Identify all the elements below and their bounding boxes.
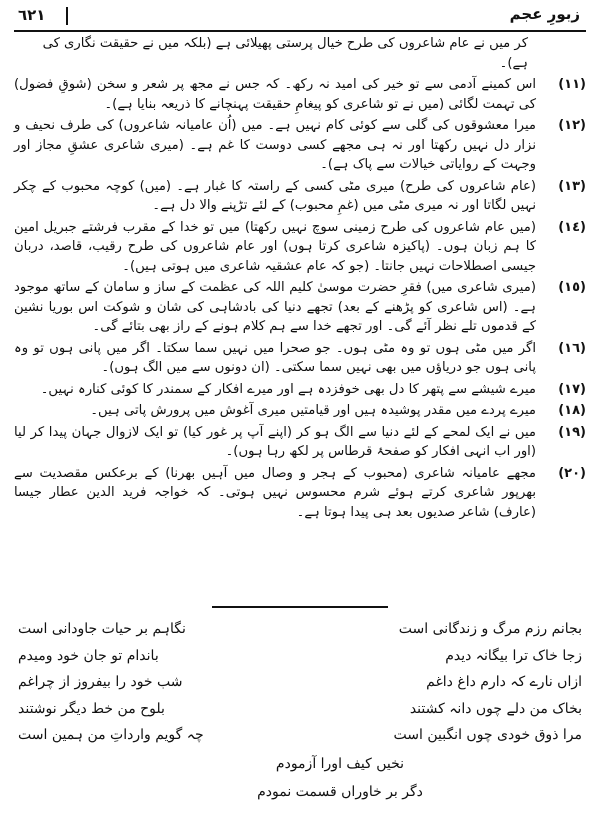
couplet-second-hemistich: شب خود را بیفروز از چراغم [18,674,183,690]
poem-closing-line: نخیں کیف اورا آزمودم [275,755,405,772]
note-17 [14,380,586,400]
note-text: (عام شاعروں کی طرح) میری مٹی کسی کے راستہ کا غبار ہے۔ (میں) کوچہ محبوب کے چکر نہیں لگاتا اور نہ میری مٹی میں (غمِ محبوب) کے لئے تڑپنے والا دل ہے۔ [14,178,536,213]
note-number: (١٢) [558,118,586,133]
poem-couplet [18,722,582,749]
couplet-second-hemistich: بلوح من خط دیگر نوشتند [18,700,165,717]
book-title: زبورِ عجم [509,5,580,23]
note-number: (١١) [558,77,586,92]
couplet-first-hemistich: بخاک من دلے چوں دانہ کشتند [409,700,582,717]
note-text: میں نے ایک لمحے کے لئے دنیا سے الگ ہو کر (اپنے آپ پر غور کیا) تو ایک لازوال جہان پیدا کر لیا (اور اب انہی افکار کو صفحۂ قرطاس پر لکھ رہا ہوں)۔ [14,424,536,459]
note-text: اگر میں مٹی ہوں تو وہ مٹی ہوں۔ جو صحرا میں نہیں سما سکتا۔ اگر میں پانی ہوں تو وہ پانی ہوں جو دریاؤں میں بھی نہیں سما سکتی۔ (ان دونوں سے میں الگ ہوں)۔ [14,340,536,375]
couplet-first-hemistich: مرا ذوق خودی چوں انگبین است [393,727,582,743]
poem-couplet [18,643,582,670]
notes-body [14,34,586,524]
note-number: (١٣) [558,178,586,194]
note-text: میرے پردے میں مقدر پوشیدہ ہیں اور قیامتیں میری آغوش میں پرورش پاتی ہیں۔ [90,403,536,418]
note-number: (١٨) [558,403,586,418]
poem-couplet [18,696,582,723]
note-text: میرا معشوقوں کی گلی سے کوئی کام نہیں ہے۔ میں (اُن عامیانہ شاعروں) کی طرف نحیف و نزار دل نہیں رکھتا اور نہ ہی مجھے کسی دوست کا غم ہے۔ (میری شاعری عشقِ مجاز اور وجہت کے روایاتی خیالات سے پاک ہے)۔ [14,118,536,172]
note-18 [14,401,586,421]
note-number: (١٩) [558,424,586,440]
intro-text: کر میں نے عام شاعروں کی طرح خیال پرستی پھیلائی ہے (بلکہ میں نے حقیقت نگاری کی ہے)۔ [42,36,528,71]
note-11 [14,75,586,114]
poem-closing-line: دگر بر خاوراں قسمت نمودم [257,784,423,800]
note-16 [14,339,586,378]
note-text: میرے شیشے سے پتھر کا دل بھی خوفزدہ ہے اور میرے افکار کے سمندر کا کوئی کنارہ نہیں۔ [40,381,536,397]
section-divider [212,606,388,608]
poem-couplet [18,669,582,696]
couplet-second-hemistich: باندام تو جان خود ومیدم [18,647,159,664]
couplet-first-hemistich: زجا خاک ترا بیگانہ دیدم [445,647,582,664]
header-separator [66,7,68,25]
note-number: (١٥) [558,280,586,295]
note-text: اس کمینے آدمی سے تو خیر کی امید نہ رکھ۔ کہ جس نے مجھ پر شعر و سخن (شوقِ فضول) کی تہمت لگائی (میں نے تو شاعری کو پیغامِ حقیقت پہنچانے کا ذریعہ بنایا ہے)۔ [14,77,536,112]
note-text: مجھے عامیانہ شاعری (محبوب کے ہجر و وصال میں آہیں بھرنا) کے برعکس مقصدیت سے بھرپور شاعری کرتے ہوئے شرم محسوس نہیں ہوتی۔ کہ خواجہ فرید الدین عطار جیسا (عارف) شاعر صدیوں بعد ہی پیدا ہوتا ہے۔ [14,465,536,520]
poem-couplet [18,616,582,643]
persian-poem [18,616,582,806]
couplet-second-hemistich: چہ گویم وارداتِ من ہمین است [18,727,204,743]
note-number: (١٤) [558,219,586,235]
couplet-first-hemistich: بجانم رزم مرگ و زندگانی است [398,621,582,637]
note-19 [14,423,586,462]
note-number: (١٧) [558,381,586,397]
note-text: (میری شاعری میں) فقرِ حضرت موسیٰ کلیم اللہ کی عظمت کے ساز و سامان کے ساتھ موجود ہے۔ (اس شاعری کو پڑھنے کے بعد) تجھے دنیا کی بادشاہی کی شان و شوکت اس بوریا نشین کے قدموں تلے نظر آئے گی۔ اور تجھے خدا سے ہم کلام ہونے کے راز بھی بتائے گی۔ [14,280,536,334]
note-12 [14,116,586,175]
note-13 [14,177,586,216]
page-number: ٦٢١ [18,6,46,24]
note-20 [14,464,586,523]
couplet-first-hemistich: ازاں نارے کہ دارم داغ داغم [426,674,582,690]
note-15 [14,278,586,337]
note-number: (٢٠) [558,465,586,481]
couplet-second-hemistich: نگاہم بر حیات جاودانی است [18,621,186,637]
note-number: (١٦) [558,340,586,356]
page-header [14,4,586,32]
note-14 [14,218,586,277]
note-text: (میں عام شاعروں کی طرح زمینی سوچ نہیں رکھتا) میں تو خدا کے مقرب فرشتے جبریل امین کا ہم زبان ہوں۔ (پاکیزہ شاعری کرتا ہوں) اور عام شاعروں کی طرح رقیب، قاصد، دربان جیسی اصطلاحات نہیں جانتا۔ (جو کہ عام عشقیہ شاعری میں ہوتی ہیں)۔ [14,219,536,274]
